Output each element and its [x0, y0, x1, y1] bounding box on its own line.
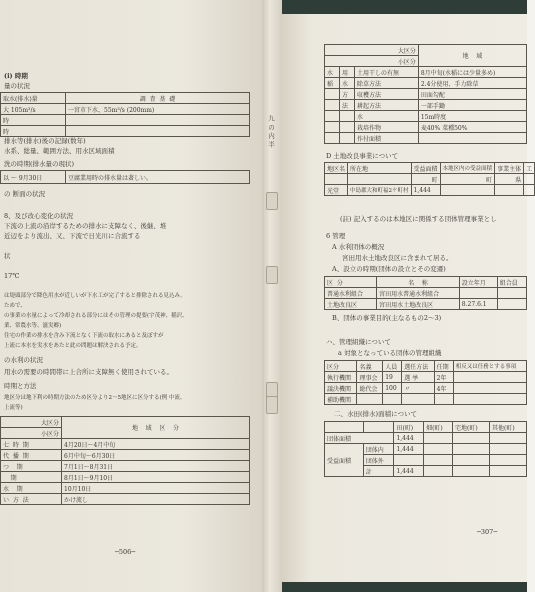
cell: 査 [149, 95, 156, 103]
cell: 区 [159, 425, 166, 432]
line: 上流に本水を実水をあたと此の問題は解決される予定。 [4, 343, 142, 349]
cell: 8月1日〜9月10日 [62, 472, 250, 483]
cell: 調 [139, 95, 146, 103]
cell: 豆腐業用時の排水量は著しい。 [66, 171, 250, 184]
cell: 地 [132, 425, 139, 432]
book-cover-top [282, 0, 527, 14]
line: 17℃ [4, 272, 20, 280]
farming-table: 大区分 地 域 小区分 水 用 土用干しの有無 8月中旬(水稲には少量多め) 稲 水 除草方法 2.4分使用、手力除草 方 収穫方法 田面勾配 法 耕起方法 一部手鋤 水 15m時度 栽培作物 麦40% 菜種50% 作付面積 [324, 44, 527, 144]
cell: 大区分 [1, 417, 62, 428]
book-gutter [262, 0, 282, 592]
page-number: ─506─ [115, 548, 136, 556]
improvement-table: 地区名 所在地 受益面積 本地区内の受益面積 事業主体 工 町 町 県 光堂 中島郡大和町福2ケ町村 1,444 [324, 162, 535, 196]
cell: 時 [1, 115, 66, 126]
cell: 小区分 [1, 428, 62, 439]
line: 水系、総量、範囲方法、用水区域面積 [4, 147, 115, 155]
cell: 以 〜 9月30日 [1, 171, 66, 184]
line: D 土地改良事業について [326, 152, 399, 160]
establishment-table: 区 分 名 称 設立年月 組合員 普通水利組合 宮田用水普通水利組合 土地改良区 宮田用水土地改良区 8.27.6.1 [324, 276, 527, 310]
line: 6 管理 [326, 232, 346, 240]
line: 洗の時期(排水量の現状) [4, 160, 75, 168]
line: 宮田用水土地改良区に含まれて居る。 [342, 254, 453, 262]
line: 8、及び改心変化の状況 [4, 212, 74, 220]
cell: 取水(排水)量 [1, 93, 66, 104]
line: 近辺をより流出、又、下流で日光川に合流する [4, 232, 141, 240]
line: は堤頭部分で降色用水が近しいが下水工が完了すると排除される見込み。 [4, 293, 186, 299]
line: A 水利団体の概況 [332, 243, 385, 251]
cell: 大 105m³/s [1, 104, 66, 115]
cell: 小区分 [325, 56, 419, 67]
volume-table [0, 92, 250, 137]
cell: かけ流し [62, 494, 250, 505]
gutter-text: 九 の 内 半 [267, 115, 275, 148]
area-table: 田(町) 畑(町) 宅地(町) 其他(町) 団体面積 1,444 受益面積 団体内 1,444 団体外 計 1,444 [324, 421, 527, 477]
line: 業、常農水等、滋実郷) [4, 323, 62, 329]
line: 上流等) [4, 405, 23, 411]
cell: 域 [476, 53, 483, 60]
line: 排水等(排水)後の記録(数年) [4, 137, 86, 145]
cell: 6月中旬〜6月30日 [62, 450, 250, 461]
line: の水利の状況 [4, 356, 43, 364]
line: 二、水田(排水)面積について [334, 410, 417, 418]
line: (i) 時期 [4, 72, 28, 80]
left-page [0, 0, 262, 592]
cell: 7月1日〜8月31日 [62, 461, 250, 472]
line: 状 [4, 252, 11, 260]
cell: 4月20日〜4月中旬 [62, 439, 250, 450]
line: の事業の水量によって冷却される部分にはその管理の提要(宇茂神、稲沢、 [4, 313, 188, 319]
cell: 分 [172, 425, 179, 432]
line: (註) 記入するのは本地区に関係する団体管理事業とし [340, 215, 497, 223]
line: 住宅の作業の排水を含み下流となく下流の取水にあると及ぼすが [4, 333, 164, 339]
line: ためで、 [4, 303, 26, 309]
right-page [282, 0, 533, 592]
cell: 基 [159, 95, 166, 103]
cell: 地 [462, 53, 469, 60]
cell: 礎 [169, 95, 176, 103]
cell: 10月10日 [62, 483, 250, 494]
period-table: 大区分 地 域 区 分 小区分 七 時 期 4月20日〜4月中旬 代 播 期 6月中旬〜6月30日 つ 期 7月1日〜8月31日 期 8月1日〜9月10日 水 期 10月10日 い 方 法 かけ流し [0, 416, 250, 505]
line: 時期と方法 [4, 382, 37, 390]
binding-thread [266, 266, 278, 284]
book-cover-bottom [282, 582, 527, 592]
line: 下流の上流の沿岸するための排水に支障なく、後継、堆 [4, 222, 167, 230]
cell: 大区分 [325, 45, 419, 56]
cell: 域 [145, 425, 152, 432]
line: A、設立の時期(団体の設立とその変遷) [332, 265, 446, 273]
cell: 時 [1, 126, 66, 137]
drainage-table [0, 170, 250, 184]
binding-thread [266, 192, 278, 210]
line: 用水の需要の時間帯に上合所に支障無く使用されている。 [4, 368, 173, 376]
management-table: 区分 名義 人員 選任方法 任期 相反又は任務とする事項 執行機関 理事会 19 選 挙 2年 議決機関 総代会 100 〃 4年 補助機関 [324, 360, 527, 405]
line: ハ、管理組織について [326, 338, 391, 346]
line: 量の状況 [4, 82, 30, 90]
cell: 一宮市下水、55m³/s (200mm) [66, 104, 250, 115]
line: の 断面の状況 [4, 190, 46, 198]
binding-thread [266, 396, 278, 414]
line: B、団体の事業目的(主なるもの2〜3) [332, 314, 442, 322]
line: 地区分は地下利の時期方法のため区分より2〜5地区に区分する(例 中流、 [4, 395, 186, 401]
line: a 対象となっている団体の管理組織 [338, 349, 442, 357]
page-number: ─307─ [477, 528, 498, 536]
